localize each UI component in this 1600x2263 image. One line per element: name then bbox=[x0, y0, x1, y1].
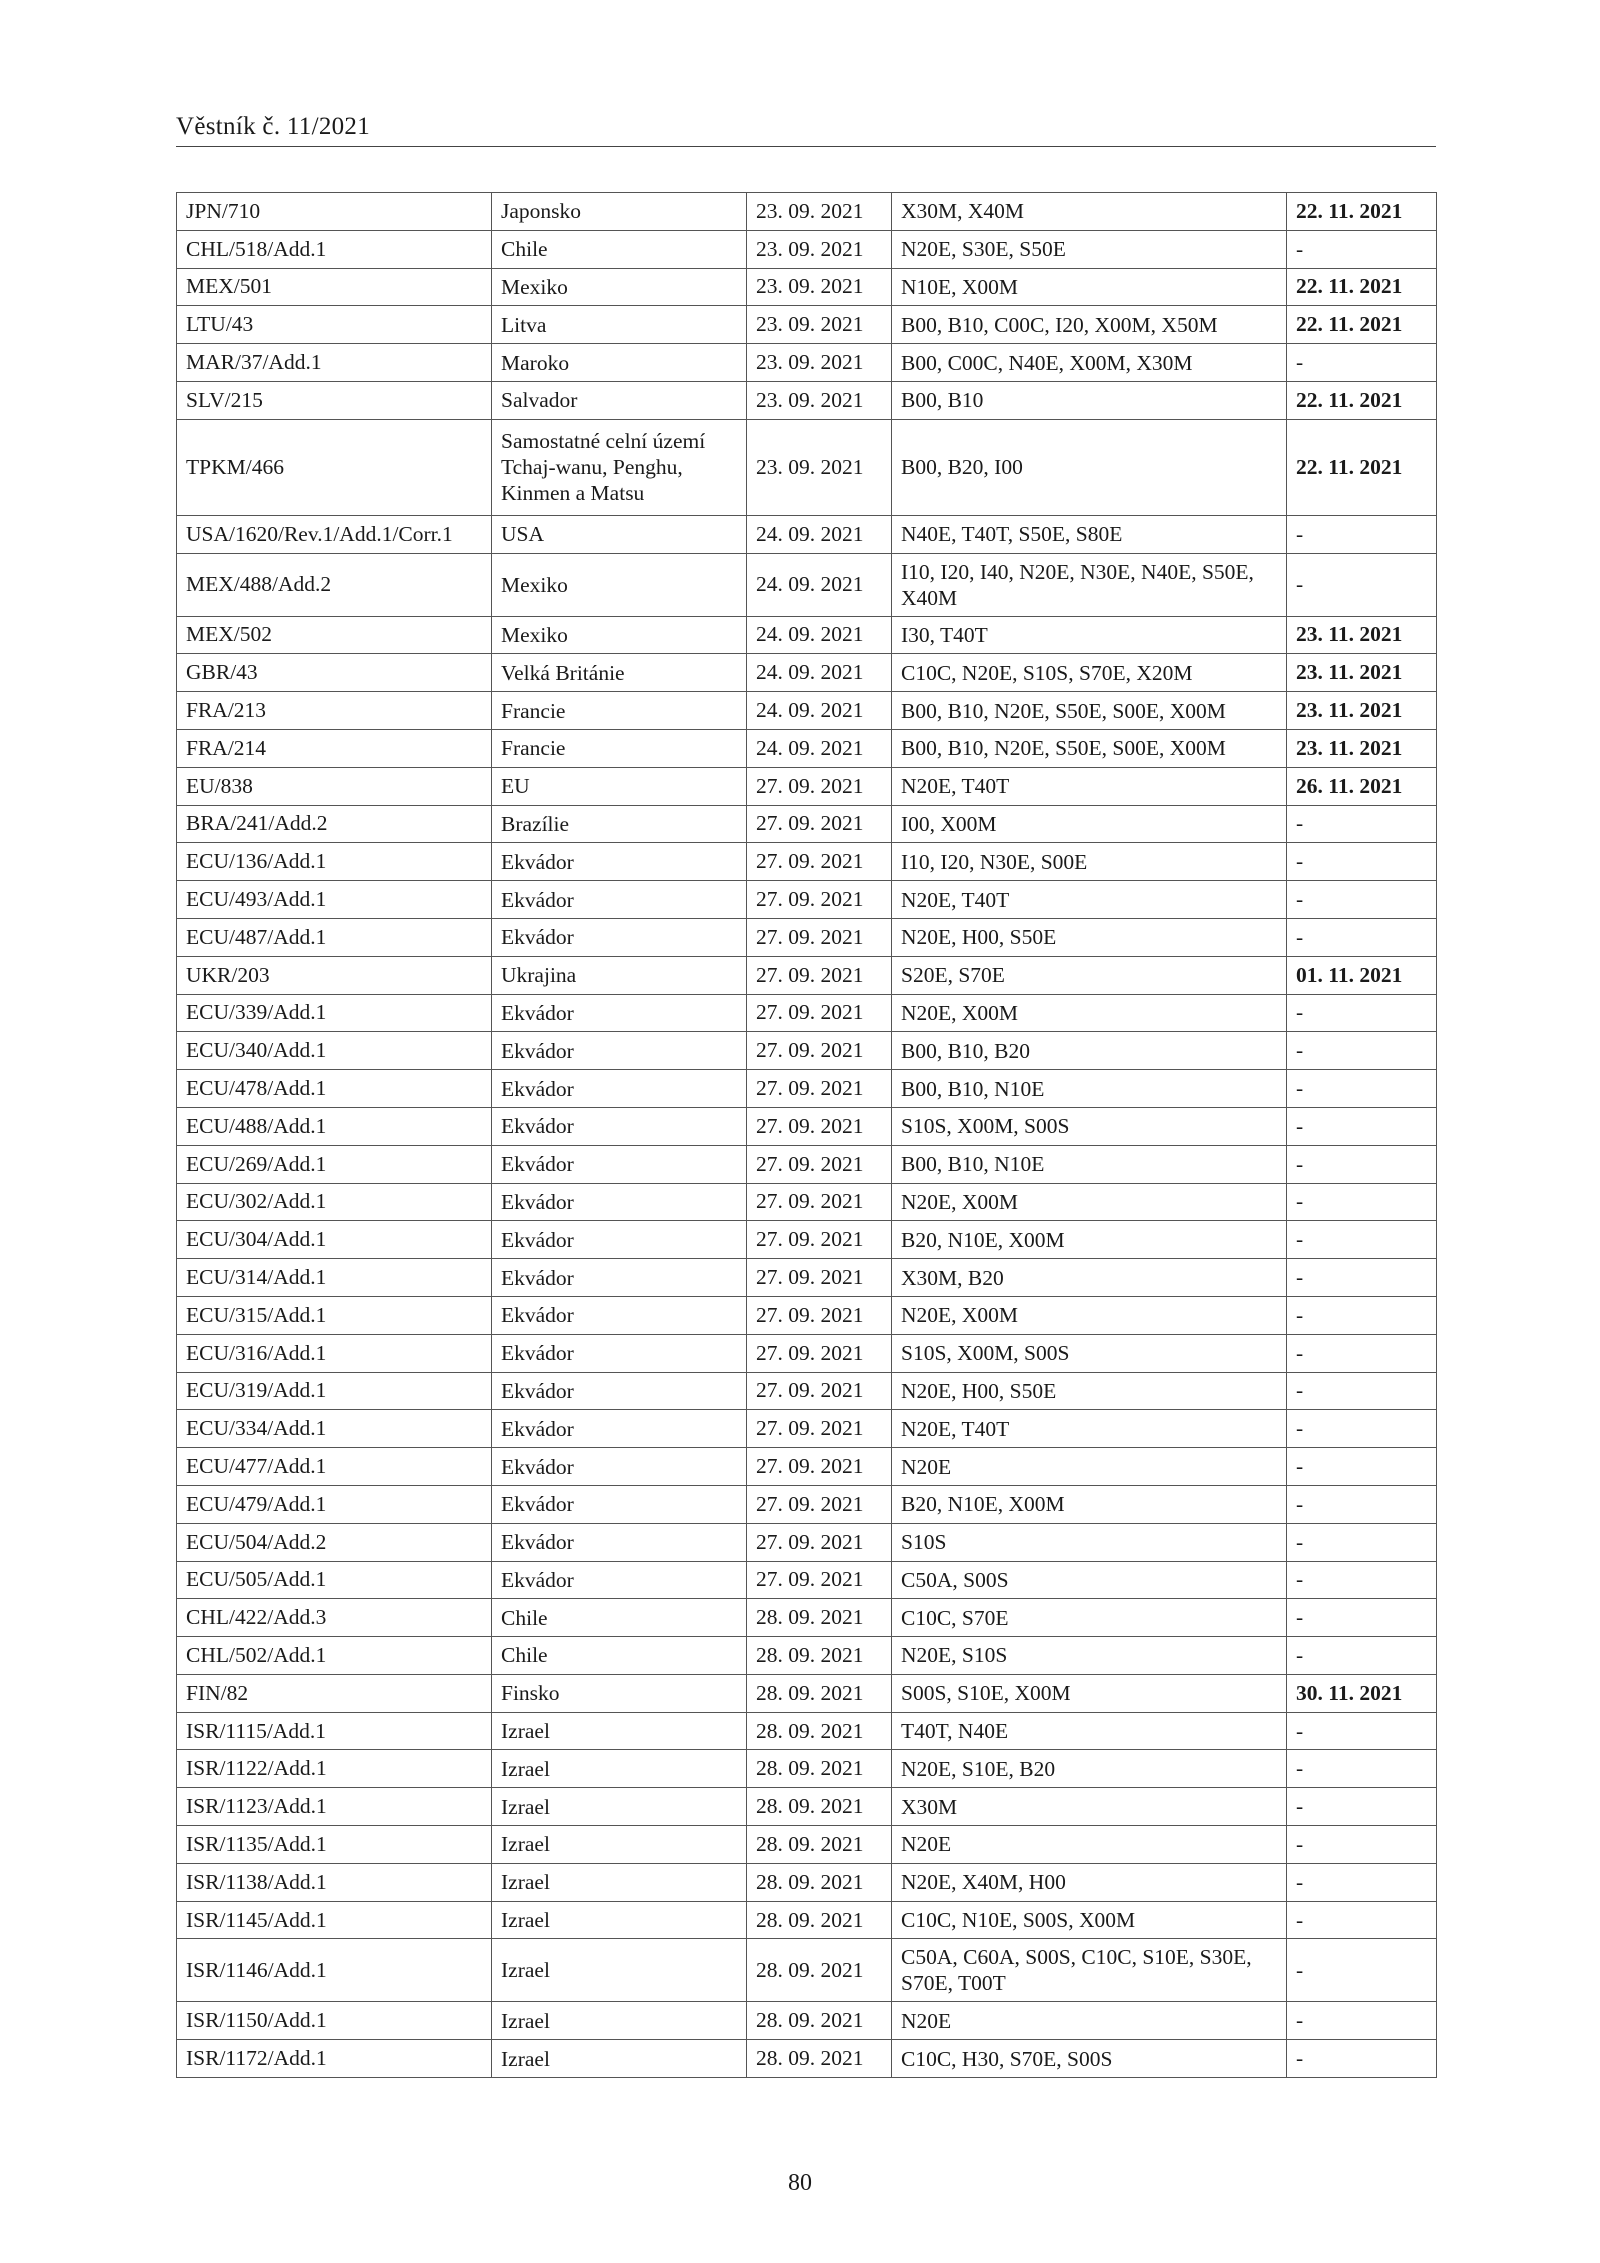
cell-symbol: ECU/334/Add.1 bbox=[177, 1410, 492, 1448]
table-row bbox=[177, 1410, 1437, 1448]
cell-deadline: - bbox=[1287, 1561, 1437, 1599]
cell-date: 27. 09. 2021 bbox=[747, 1221, 892, 1259]
cell-symbol: ECU/488/Add.1 bbox=[177, 1107, 492, 1145]
cell-codes: C10C, N20E, S10S, S70E, X20M bbox=[892, 654, 1287, 692]
cell-deadline: - bbox=[1287, 1410, 1437, 1448]
cell-date: 24. 09. 2021 bbox=[747, 553, 892, 616]
cell-codes: N20E bbox=[892, 1448, 1287, 1486]
cell-date: 28. 09. 2021 bbox=[747, 1826, 892, 1864]
cell-codes: N20E, X00M bbox=[892, 1183, 1287, 1221]
cell-member: Chile bbox=[492, 230, 747, 268]
table-row bbox=[177, 1485, 1437, 1523]
cell-deadline: - bbox=[1287, 1145, 1437, 1183]
cell-date: 27. 09. 2021 bbox=[747, 1259, 892, 1297]
cell-codes: N10E, X00M bbox=[892, 268, 1287, 306]
table-row bbox=[177, 553, 1437, 616]
cell-member: Izrael bbox=[492, 2002, 747, 2040]
cell-date: 27. 09. 2021 bbox=[747, 843, 892, 881]
table-row bbox=[177, 1788, 1437, 1826]
cell-symbol: CHL/518/Add.1 bbox=[177, 230, 492, 268]
cell-deadline: - bbox=[1287, 994, 1437, 1032]
cell-member: Ekvádor bbox=[492, 994, 747, 1032]
table-row bbox=[177, 1674, 1437, 1712]
cell-symbol: ISR/1123/Add.1 bbox=[177, 1788, 492, 1826]
cell-member: EU bbox=[492, 767, 747, 805]
cell-member: Ekvádor bbox=[492, 1410, 747, 1448]
cell-codes: N20E, H00, S50E bbox=[892, 1372, 1287, 1410]
cell-symbol: ISR/1150/Add.1 bbox=[177, 2002, 492, 2040]
cell-member: Francie bbox=[492, 729, 747, 767]
cell-symbol: ECU/304/Add.1 bbox=[177, 1221, 492, 1259]
cell-member: Ekvádor bbox=[492, 1372, 747, 1410]
cell-member: Chile bbox=[492, 1599, 747, 1637]
table-row bbox=[177, 1826, 1437, 1864]
cell-symbol: ECU/505/Add.1 bbox=[177, 1561, 492, 1599]
cell-symbol: ISR/1146/Add.1 bbox=[177, 1939, 492, 2002]
cell-codes: C50A, S00S bbox=[892, 1561, 1287, 1599]
table-row bbox=[177, 1637, 1437, 1675]
cell-deadline: - bbox=[1287, 1296, 1437, 1334]
cell-date: 27. 09. 2021 bbox=[747, 1561, 892, 1599]
cell-date: 27. 09. 2021 bbox=[747, 1145, 892, 1183]
cell-codes: C10C, N10E, S00S, X00M bbox=[892, 1901, 1287, 1939]
cell-symbol: ISR/1172/Add.1 bbox=[177, 2040, 492, 2078]
cell-codes: X30M, X40M bbox=[892, 193, 1287, 231]
cell-date: 27. 09. 2021 bbox=[747, 767, 892, 805]
cell-symbol: TPKM/466 bbox=[177, 419, 492, 515]
table-row bbox=[177, 230, 1437, 268]
cell-date: 28. 09. 2021 bbox=[747, 1712, 892, 1750]
cell-codes: X30M bbox=[892, 1788, 1287, 1826]
cell-codes: N20E, S30E, S50E bbox=[892, 230, 1287, 268]
cell-symbol: MEX/488/Add.2 bbox=[177, 553, 492, 616]
cell-date: 23. 09. 2021 bbox=[747, 344, 892, 382]
cell-member: Izrael bbox=[492, 1788, 747, 1826]
cell-date: 27. 09. 2021 bbox=[747, 994, 892, 1032]
notification-table bbox=[176, 192, 1437, 2078]
cell-symbol: MEX/502 bbox=[177, 616, 492, 654]
cell-deadline: 23. 11. 2021 bbox=[1287, 616, 1437, 654]
cell-codes: I10, I20, N30E, S00E bbox=[892, 843, 1287, 881]
bulletin-title: Věstník č. 11/2021 bbox=[176, 113, 371, 140]
cell-deadline: - bbox=[1287, 515, 1437, 553]
cell-deadline: 26. 11. 2021 bbox=[1287, 767, 1437, 805]
cell-symbol: MAR/37/Add.1 bbox=[177, 344, 492, 382]
cell-member: Izrael bbox=[492, 1750, 747, 1788]
cell-deadline: - bbox=[1287, 1372, 1437, 1410]
cell-member: Mexiko bbox=[492, 616, 747, 654]
cell-symbol: JPN/710 bbox=[177, 193, 492, 231]
table-row bbox=[177, 1183, 1437, 1221]
cell-codes: B00, B10, C00C, I20, X00M, X50M bbox=[892, 306, 1287, 344]
cell-symbol: FIN/82 bbox=[177, 1674, 492, 1712]
cell-member: Japonsko bbox=[492, 193, 747, 231]
cell-symbol: FRA/213 bbox=[177, 692, 492, 730]
cell-symbol: CHL/422/Add.3 bbox=[177, 1599, 492, 1637]
cell-codes: N20E bbox=[892, 2002, 1287, 2040]
cell-member: Brazílie bbox=[492, 805, 747, 843]
cell-deadline: - bbox=[1287, 1183, 1437, 1221]
cell-symbol: LTU/43 bbox=[177, 306, 492, 344]
cell-member: Francie bbox=[492, 692, 747, 730]
cell-codes: S10S, X00M, S00S bbox=[892, 1107, 1287, 1145]
cell-symbol: USA/1620/Rev.1/Add.1/Corr.1 bbox=[177, 515, 492, 553]
cell-date: 23. 09. 2021 bbox=[747, 419, 892, 515]
cell-symbol: ECU/504/Add.2 bbox=[177, 1523, 492, 1561]
cell-codes: N20E, S10E, B20 bbox=[892, 1750, 1287, 1788]
cell-date: 28. 09. 2021 bbox=[747, 1637, 892, 1675]
cell-codes: B00, B10, B20 bbox=[892, 1032, 1287, 1070]
table-row bbox=[177, 1221, 1437, 1259]
cell-codes: N20E, T40T bbox=[892, 1410, 1287, 1448]
cell-date: 23. 09. 2021 bbox=[747, 193, 892, 231]
cell-member: Ekvádor bbox=[492, 1183, 747, 1221]
cell-member: Maroko bbox=[492, 344, 747, 382]
cell-symbol: ECU/314/Add.1 bbox=[177, 1259, 492, 1297]
cell-date: 27. 09. 2021 bbox=[747, 918, 892, 956]
cell-member: Chile bbox=[492, 1637, 747, 1675]
table-row bbox=[177, 616, 1437, 654]
cell-deadline: 22. 11. 2021 bbox=[1287, 193, 1437, 231]
table-row bbox=[177, 692, 1437, 730]
cell-deadline: - bbox=[1287, 1901, 1437, 1939]
cell-symbol: EU/838 bbox=[177, 767, 492, 805]
cell-codes: C10C, S70E bbox=[892, 1599, 1287, 1637]
cell-date: 28. 09. 2021 bbox=[747, 1674, 892, 1712]
table-row bbox=[177, 1523, 1437, 1561]
cell-symbol: ECU/302/Add.1 bbox=[177, 1183, 492, 1221]
table-row bbox=[177, 1448, 1437, 1486]
cell-symbol: MEX/501 bbox=[177, 268, 492, 306]
cell-member: Ekvádor bbox=[492, 881, 747, 919]
cell-deadline: - bbox=[1287, 1712, 1437, 1750]
cell-date: 27. 09. 2021 bbox=[747, 881, 892, 919]
cell-deadline: - bbox=[1287, 344, 1437, 382]
cell-date: 28. 09. 2021 bbox=[747, 1788, 892, 1826]
cell-codes: N20E, H00, S50E bbox=[892, 918, 1287, 956]
cell-deadline: - bbox=[1287, 1259, 1437, 1297]
table-row bbox=[177, 843, 1437, 881]
cell-deadline: - bbox=[1287, 1826, 1437, 1864]
cell-codes: C10C, H30, S70E, S00S bbox=[892, 2040, 1287, 2078]
cell-member: USA bbox=[492, 515, 747, 553]
cell-deadline: 30. 11. 2021 bbox=[1287, 1674, 1437, 1712]
cell-codes: I10, I20, I40, N20E, N30E, N40E, S50E, X40M bbox=[892, 553, 1287, 616]
cell-symbol: ECU/339/Add.1 bbox=[177, 994, 492, 1032]
cell-date: 27. 09. 2021 bbox=[747, 956, 892, 994]
cell-member: Izrael bbox=[492, 1826, 747, 1864]
cell-codes: B00, B10, N10E bbox=[892, 1070, 1287, 1108]
cell-deadline: - bbox=[1287, 1221, 1437, 1259]
cell-symbol: ISR/1145/Add.1 bbox=[177, 1901, 492, 1939]
cell-member: Velká Británie bbox=[492, 654, 747, 692]
table-row bbox=[177, 1750, 1437, 1788]
table-row bbox=[177, 654, 1437, 692]
cell-date: 27. 09. 2021 bbox=[747, 1410, 892, 1448]
cell-codes: T40T, N40E bbox=[892, 1712, 1287, 1750]
cell-deadline: 23. 11. 2021 bbox=[1287, 654, 1437, 692]
cell-member: Mexiko bbox=[492, 553, 747, 616]
cell-member: Ekvádor bbox=[492, 1296, 747, 1334]
cell-member: Izrael bbox=[492, 2040, 747, 2078]
cell-symbol: ECU/136/Add.1 bbox=[177, 843, 492, 881]
cell-date: 27. 09. 2021 bbox=[747, 1372, 892, 1410]
cell-symbol: ECU/340/Add.1 bbox=[177, 1032, 492, 1070]
cell-symbol: ECU/479/Add.1 bbox=[177, 1485, 492, 1523]
table-row bbox=[177, 729, 1437, 767]
table-row bbox=[177, 918, 1437, 956]
cell-member: Izrael bbox=[492, 1939, 747, 2002]
cell-date: 28. 09. 2021 bbox=[747, 1863, 892, 1901]
cell-codes: N20E, T40T bbox=[892, 881, 1287, 919]
table-row bbox=[177, 1561, 1437, 1599]
cell-codes: B00, B20, I00 bbox=[892, 419, 1287, 515]
cell-symbol: ISR/1122/Add.1 bbox=[177, 1750, 492, 1788]
cell-symbol: SLV/215 bbox=[177, 381, 492, 419]
cell-codes: S10S, X00M, S00S bbox=[892, 1334, 1287, 1372]
cell-symbol: BRA/241/Add.2 bbox=[177, 805, 492, 843]
cell-date: 28. 09. 2021 bbox=[747, 2002, 892, 2040]
cell-deadline: 22. 11. 2021 bbox=[1287, 306, 1437, 344]
table-row bbox=[177, 994, 1437, 1032]
cell-date: 23. 09. 2021 bbox=[747, 381, 892, 419]
cell-codes: B00, C00C, N40E, X00M, X30M bbox=[892, 344, 1287, 382]
cell-codes: N20E, X00M bbox=[892, 1296, 1287, 1334]
cell-deadline: 23. 11. 2021 bbox=[1287, 729, 1437, 767]
cell-symbol: ECU/477/Add.1 bbox=[177, 1448, 492, 1486]
cell-codes: S10S bbox=[892, 1523, 1287, 1561]
table-row bbox=[177, 515, 1437, 553]
cell-member: Ekvádor bbox=[492, 1523, 747, 1561]
cell-codes: B00, B10, N10E bbox=[892, 1145, 1287, 1183]
cell-date: 27. 09. 2021 bbox=[747, 1107, 892, 1145]
cell-deadline: - bbox=[1287, 2002, 1437, 2040]
cell-codes: N20E, T40T bbox=[892, 767, 1287, 805]
cell-date: 27. 09. 2021 bbox=[747, 805, 892, 843]
cell-deadline: - bbox=[1287, 2040, 1437, 2078]
cell-deadline: 01. 11. 2021 bbox=[1287, 956, 1437, 994]
table-row bbox=[177, 1107, 1437, 1145]
cell-deadline: 22. 11. 2021 bbox=[1287, 268, 1437, 306]
cell-member: Ekvádor bbox=[492, 1070, 747, 1108]
cell-date: 23. 09. 2021 bbox=[747, 306, 892, 344]
cell-codes: B20, N10E, X00M bbox=[892, 1221, 1287, 1259]
notification-table-body bbox=[177, 193, 1437, 2078]
cell-symbol: UKR/203 bbox=[177, 956, 492, 994]
table-row bbox=[177, 1863, 1437, 1901]
cell-symbol: CHL/502/Add.1 bbox=[177, 1637, 492, 1675]
cell-date: 28. 09. 2021 bbox=[747, 1901, 892, 1939]
cell-symbol: ECU/269/Add.1 bbox=[177, 1145, 492, 1183]
cell-member: Salvador bbox=[492, 381, 747, 419]
cell-member: Ukrajina bbox=[492, 956, 747, 994]
cell-member: Ekvádor bbox=[492, 1448, 747, 1486]
cell-deadline: - bbox=[1287, 1523, 1437, 1561]
table-row bbox=[177, 1145, 1437, 1183]
table-row bbox=[177, 1599, 1437, 1637]
table-row bbox=[177, 1372, 1437, 1410]
cell-date: 27. 09. 2021 bbox=[747, 1183, 892, 1221]
cell-member: Ekvádor bbox=[492, 918, 747, 956]
table-row bbox=[177, 1939, 1437, 2002]
cell-codes: N40E, T40T, S50E, S80E bbox=[892, 515, 1287, 553]
cell-date: 23. 09. 2021 bbox=[747, 268, 892, 306]
cell-member: Ekvádor bbox=[492, 1485, 747, 1523]
cell-deadline: - bbox=[1287, 1334, 1437, 1372]
cell-date: 28. 09. 2021 bbox=[747, 1599, 892, 1637]
cell-codes: X30M, B20 bbox=[892, 1259, 1287, 1297]
cell-deadline: - bbox=[1287, 1788, 1437, 1826]
cell-symbol: FRA/214 bbox=[177, 729, 492, 767]
cell-codes: B00, B10 bbox=[892, 381, 1287, 419]
cell-codes: B00, B10, N20E, S50E, S00E, X00M bbox=[892, 729, 1287, 767]
table-row bbox=[177, 193, 1437, 231]
table-row bbox=[177, 1296, 1437, 1334]
cell-deadline: - bbox=[1287, 1032, 1437, 1070]
cell-date: 24. 09. 2021 bbox=[747, 654, 892, 692]
cell-member: Ekvádor bbox=[492, 1334, 747, 1372]
cell-codes: N20E, X40M, H00 bbox=[892, 1863, 1287, 1901]
cell-deadline: - bbox=[1287, 843, 1437, 881]
cell-member: Ekvádor bbox=[492, 1145, 747, 1183]
cell-codes: S00S, S10E, X00M bbox=[892, 1674, 1287, 1712]
cell-symbol: ISR/1115/Add.1 bbox=[177, 1712, 492, 1750]
cell-date: 27. 09. 2021 bbox=[747, 1296, 892, 1334]
table-row bbox=[177, 956, 1437, 994]
cell-codes: B20, N10E, X00M bbox=[892, 1485, 1287, 1523]
cell-symbol: ECU/493/Add.1 bbox=[177, 881, 492, 919]
cell-member: Izrael bbox=[492, 1863, 747, 1901]
cell-date: 28. 09. 2021 bbox=[747, 1750, 892, 1788]
cell-symbol: GBR/43 bbox=[177, 654, 492, 692]
cell-symbol: ECU/316/Add.1 bbox=[177, 1334, 492, 1372]
cell-member: Mexiko bbox=[492, 268, 747, 306]
cell-codes: I00, X00M bbox=[892, 805, 1287, 843]
cell-codes: N20E, X00M bbox=[892, 994, 1287, 1032]
cell-deadline: - bbox=[1287, 805, 1437, 843]
cell-date: 28. 09. 2021 bbox=[747, 2040, 892, 2078]
cell-deadline: - bbox=[1287, 1939, 1437, 2002]
cell-date: 24. 09. 2021 bbox=[747, 515, 892, 553]
cell-deadline: - bbox=[1287, 1485, 1437, 1523]
cell-symbol: ISR/1138/Add.1 bbox=[177, 1863, 492, 1901]
table-row bbox=[177, 2040, 1437, 2078]
cell-member: Ekvádor bbox=[492, 1259, 747, 1297]
table-row bbox=[177, 419, 1437, 515]
cell-date: 28. 09. 2021 bbox=[747, 1939, 892, 2002]
cell-member: Izrael bbox=[492, 1901, 747, 1939]
page-header bbox=[176, 112, 1436, 147]
table-row bbox=[177, 381, 1437, 419]
cell-date: 24. 09. 2021 bbox=[747, 616, 892, 654]
cell-member: Samostatné celní území Tchaj-wanu, Penghu, Kinmen a Matsu bbox=[492, 419, 747, 515]
table-row bbox=[177, 881, 1437, 919]
table-row bbox=[177, 1712, 1437, 1750]
cell-symbol: ECU/478/Add.1 bbox=[177, 1070, 492, 1108]
cell-deadline: - bbox=[1287, 1107, 1437, 1145]
cell-date: 27. 09. 2021 bbox=[747, 1334, 892, 1372]
table-row bbox=[177, 805, 1437, 843]
cell-date: 27. 09. 2021 bbox=[747, 1032, 892, 1070]
table-row bbox=[177, 268, 1437, 306]
cell-codes: N20E bbox=[892, 1826, 1287, 1864]
table-row bbox=[177, 1032, 1437, 1070]
cell-deadline: - bbox=[1287, 1637, 1437, 1675]
cell-deadline: 22. 11. 2021 bbox=[1287, 419, 1437, 515]
table-row bbox=[177, 2002, 1437, 2040]
cell-deadline: - bbox=[1287, 553, 1437, 616]
table-row bbox=[177, 344, 1437, 382]
cell-date: 24. 09. 2021 bbox=[747, 729, 892, 767]
cell-date: 27. 09. 2021 bbox=[747, 1485, 892, 1523]
cell-member: Ekvádor bbox=[492, 1107, 747, 1145]
cell-codes: S20E, S70E bbox=[892, 956, 1287, 994]
cell-symbol: ECU/315/Add.1 bbox=[177, 1296, 492, 1334]
cell-member: Ekvádor bbox=[492, 843, 747, 881]
cell-deadline: - bbox=[1287, 230, 1437, 268]
cell-symbol: ISR/1135/Add.1 bbox=[177, 1826, 492, 1864]
cell-deadline: 22. 11. 2021 bbox=[1287, 381, 1437, 419]
table-row bbox=[177, 1070, 1437, 1108]
cell-deadline: - bbox=[1287, 1750, 1437, 1788]
cell-deadline: - bbox=[1287, 1863, 1437, 1901]
cell-member: Izrael bbox=[492, 1712, 747, 1750]
cell-deadline: - bbox=[1287, 1599, 1437, 1637]
cell-codes: N20E, S10S bbox=[892, 1637, 1287, 1675]
cell-date: 27. 09. 2021 bbox=[747, 1523, 892, 1561]
cell-codes: C50A, C60A, S00S, C10C, S10E, S30E, S70E, T00T bbox=[892, 1939, 1287, 2002]
cell-codes: I30, T40T bbox=[892, 616, 1287, 654]
table-row bbox=[177, 1901, 1437, 1939]
table-row bbox=[177, 1334, 1437, 1372]
cell-deadline: - bbox=[1287, 881, 1437, 919]
cell-date: 27. 09. 2021 bbox=[747, 1448, 892, 1486]
table-row bbox=[177, 1259, 1437, 1297]
cell-symbol: ECU/319/Add.1 bbox=[177, 1372, 492, 1410]
cell-member: Finsko bbox=[492, 1674, 747, 1712]
cell-deadline: - bbox=[1287, 918, 1437, 956]
cell-codes: B00, B10, N20E, S50E, S00E, X00M bbox=[892, 692, 1287, 730]
cell-date: 24. 09. 2021 bbox=[747, 692, 892, 730]
cell-deadline: 23. 11. 2021 bbox=[1287, 692, 1437, 730]
cell-deadline: - bbox=[1287, 1448, 1437, 1486]
cell-member: Ekvádor bbox=[492, 1032, 747, 1070]
table-row bbox=[177, 767, 1437, 805]
page-number: 80 bbox=[788, 2170, 812, 2196]
table-row bbox=[177, 306, 1437, 344]
cell-member: Ekvádor bbox=[492, 1561, 747, 1599]
cell-member: Ekvádor bbox=[492, 1221, 747, 1259]
cell-member: Litva bbox=[492, 306, 747, 344]
cell-symbol: ECU/487/Add.1 bbox=[177, 918, 492, 956]
cell-date: 27. 09. 2021 bbox=[747, 1070, 892, 1108]
cell-deadline: - bbox=[1287, 1070, 1437, 1108]
cell-date: 23. 09. 2021 bbox=[747, 230, 892, 268]
